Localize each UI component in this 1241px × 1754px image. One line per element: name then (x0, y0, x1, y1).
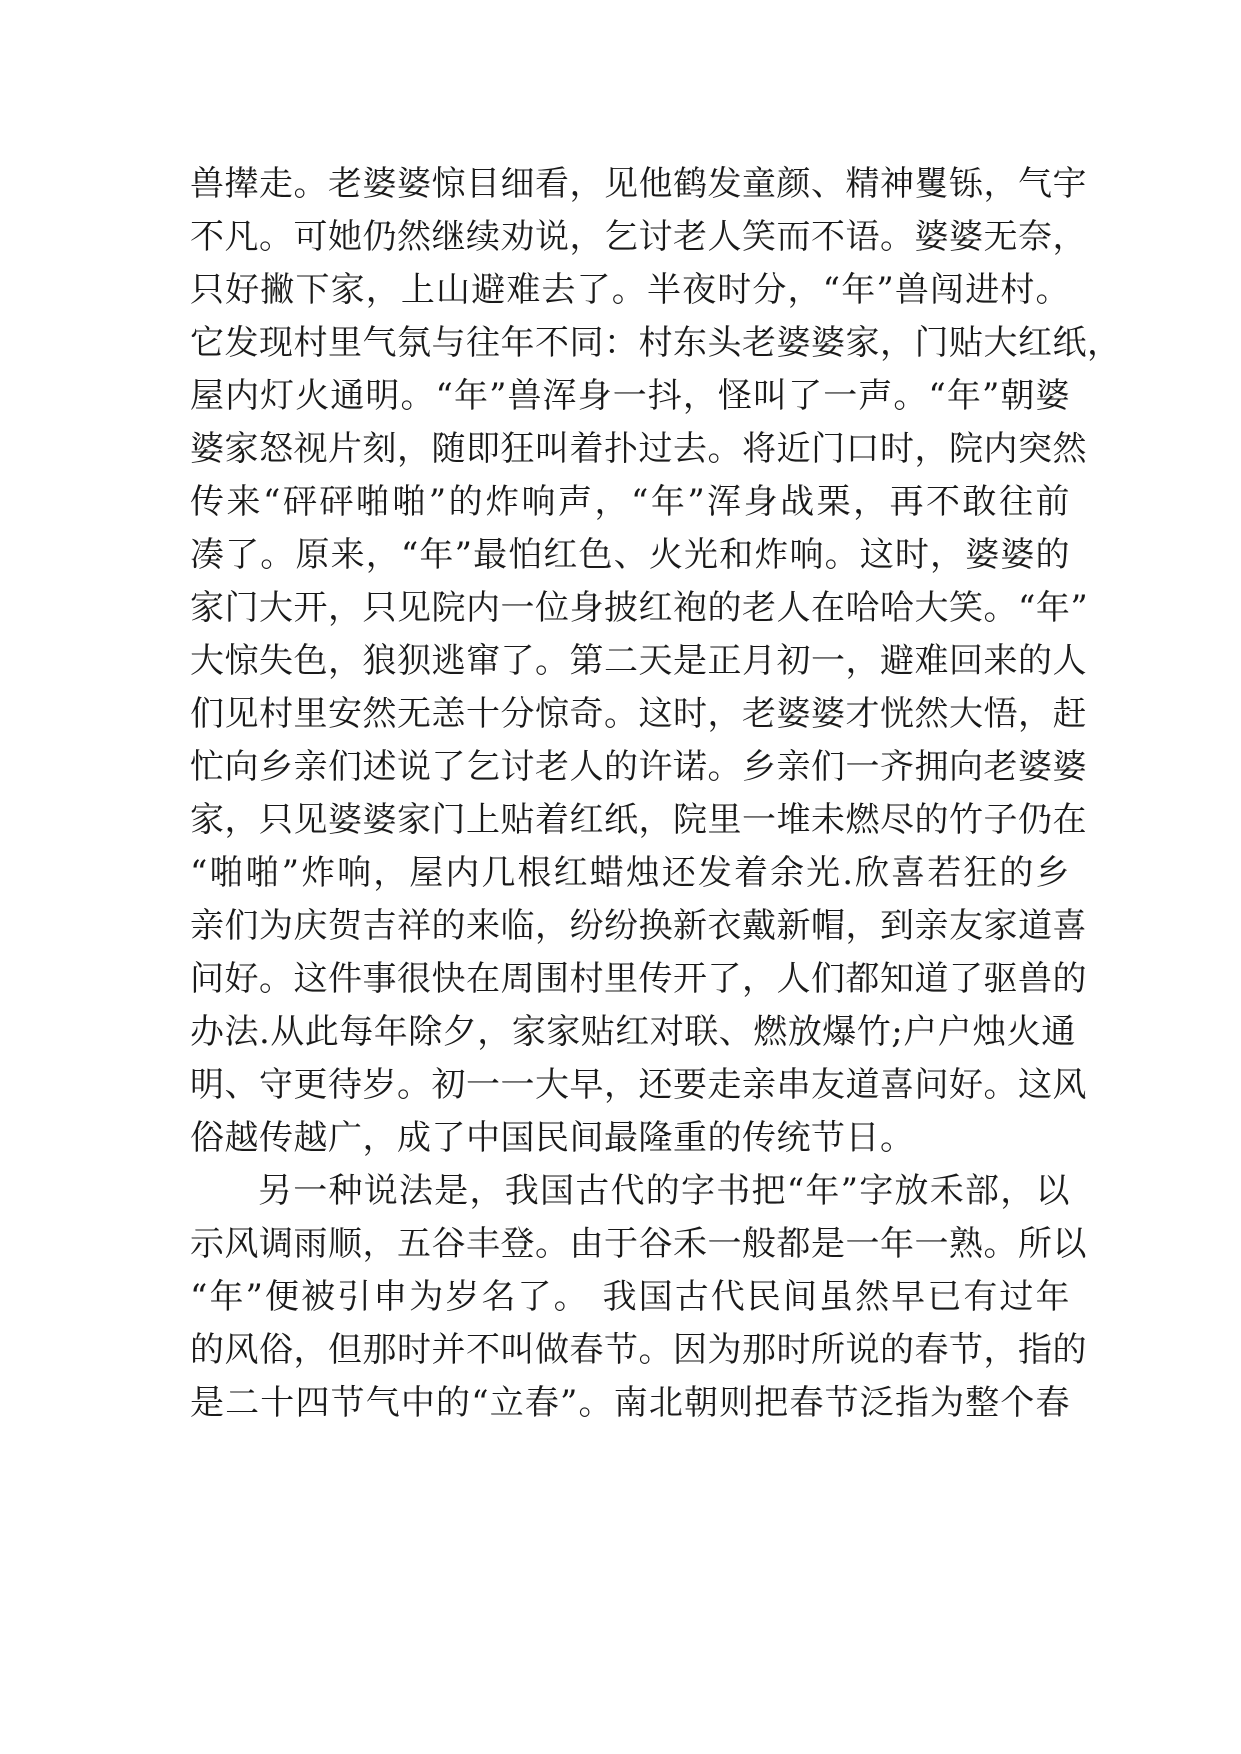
text-line: 忙向乡亲们述说了乞讨老人的许诺。乡亲们一齐拥向老婆婆 (190, 747, 1087, 787)
text-line: 办法.从此每年除夕，家家贴红对联、燃放爆竹;户户烛火通 (190, 1012, 1076, 1052)
text-line: 婆家怒视片刻，随即狂叫着扑过去。将近门口时，院内突然 (190, 429, 1087, 469)
text-line: “年”便被引申为岁名了。 我国古代民间虽然早已有过年 (190, 1277, 1070, 1317)
text-line: 兽撵走。老婆婆惊目细看，见他鹤发童颜、精神矍铄，气宇 (190, 164, 1087, 204)
text-line: 只好撇下家，上山避难去了。半夜时分，“年”兽闯进村。 (190, 270, 1070, 310)
text-line: “啪啪”炸响，屋内几根红蜡烛还发着余光.欣喜若狂的乡 (190, 853, 1070, 893)
text-line: 屋内灯火通明。“年”兽浑身一抖，怪叫了一声。“年”朝婆 (190, 376, 1070, 416)
text-line: 不凡。可她仍然继续劝说，乞讨老人笑而不语。婆婆无奈， (190, 217, 1087, 257)
text-line: 示风调雨顺，五谷丰登。由于谷禾一般都是一年一熟。所以 (190, 1224, 1087, 1264)
text-line: 凑了。原来，“年”最怕红色、火光和炸响。这时，婆婆的 (190, 535, 1070, 575)
body-text (190, 158, 1122, 1430)
text-line: 家，只见婆婆家门上贴着红纸，院里一堆未燃尽的竹子仍在 (190, 800, 1087, 840)
paragraph-end-line: 俗越传越广，成了中国民间最隆重的传统节日。 (190, 1118, 915, 1158)
text-line: 的风俗，但那时并不叫做春节。因为那时所说的春节，指的 (190, 1330, 1087, 1370)
paragraph-first-line: 另一种说法是，我国古代的字书把“年”字放禾部，以 (258, 1171, 1070, 1211)
text-line: 大惊失色，狼狈逃窜了。第二天是正月初一，避难回来的人 (190, 641, 1087, 681)
text-line: 家门大开，只见院内一位身披红袍的老人在哈哈大笑。“年” (190, 588, 1089, 628)
text-line: 明、守更待岁。初一一大早，还要走亲串友道喜问好。这风 (190, 1065, 1087, 1105)
text-line: 亲们为庆贺吉祥的来临，纷纷换新衣戴新帽，到亲友家道喜 (190, 906, 1087, 946)
text-line: 问好。这件事很快在周围村里传开了，人们都知道了驱兽的 (190, 959, 1087, 999)
text-line: 传来“砰砰啪啪”的炸响声，“年”浑身战栗，再不敢往前 (190, 482, 1070, 522)
text-line: 们见村里安然无恙十分惊奇。这时，老婆婆才恍然大悟，赶 (190, 694, 1087, 734)
text-line: 它发现村里气氛与往年不同：村东头老婆婆家，门贴大红纸， (190, 323, 1122, 363)
text-line: 是二十四节气中的“立春”。南北朝则把春节泛指为整个春 (190, 1383, 1070, 1423)
